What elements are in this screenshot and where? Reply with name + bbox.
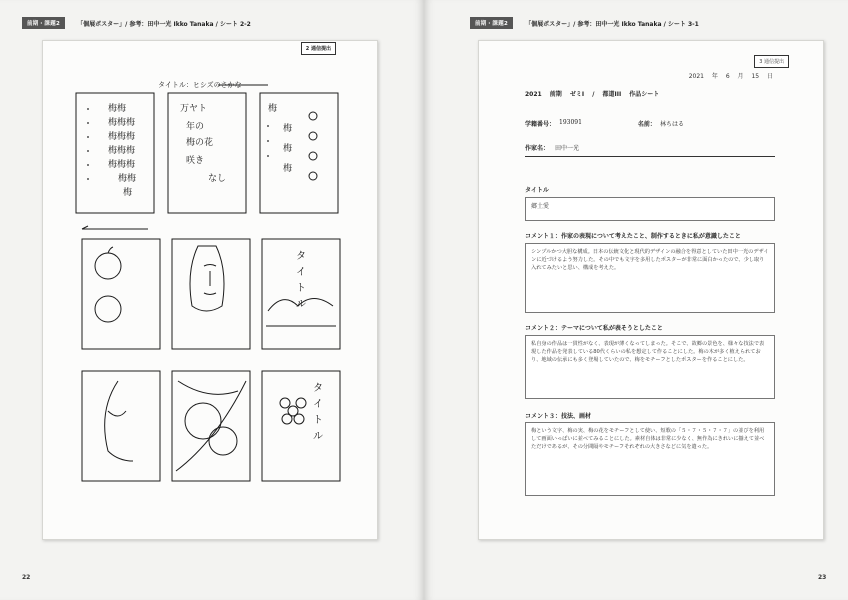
svg-text:梅梅: 梅梅 — [118, 174, 137, 184]
svg-text:万ヤト: 万ヤト — [180, 104, 208, 114]
svg-text:梅: 梅 — [283, 124, 293, 134]
left-header — [22, 17, 251, 29]
svg-text:梅梅梅: 梅梅梅 — [108, 132, 136, 142]
sketch-heading: タイトル：ヒシズのさかな — [158, 81, 242, 89]
work-sheet-form — [479, 41, 825, 541]
svg-text:梅梅: 梅梅 — [108, 104, 127, 114]
svg-text:なし: なし — [208, 174, 227, 184]
student-name: 林ちはる — [659, 121, 684, 128]
comment1-field[interactable]: シンプルかつ大胆な構成。日本の伝統文化と現代的デザインの融合を得意としていた田中一光のデザインに近づけるよう努力した。その中でも文字を多用したポスターが非常に面白かったので、少し取り入れてみたいと思い、構成を考えた。 — [525, 243, 775, 313]
svg-text:年の: 年の — [186, 122, 205, 132]
student-id-label: 学籍番号： — [525, 121, 556, 128]
course-title: 2021 前期 ゼミI / 都道III 作品シート — [525, 91, 660, 98]
svg-text:梅梅梅: 梅梅梅 — [108, 146, 136, 156]
right-header — [470, 17, 699, 29]
svg-text:ル: ル — [296, 299, 306, 310]
svg-text:ト: ト — [313, 415, 323, 426]
comment1-label: コメント１：作家の表現について考えたこと、制作するときに私が意識したこと — [525, 233, 741, 240]
student-id: 193091 — [559, 119, 582, 126]
right-badge: 3 通信提出 — [754, 55, 789, 68]
student-row — [525, 119, 775, 128]
name-label: 名前： — [637, 121, 656, 128]
svg-text:イ: イ — [296, 267, 306, 278]
comment3-field[interactable]: 梅という文字、梅の実、梅の花をモチーフとして使い、短歌の「５・７・５・７・７」の並びを利用して画面いっぱいに並べてみることにした。素材自体は非常に少なく、無作為にきれいに揃えて並べただけであるが、その分間隔やモチーフそれぞれの大きさなどに気を遣った。 — [525, 422, 775, 496]
svg-text:タ: タ — [313, 383, 323, 394]
artist-name: 田中一光 — [554, 145, 579, 152]
svg-text:梅梅梅: 梅梅梅 — [108, 118, 136, 128]
title-field[interactable]: 郷土愛 — [525, 197, 775, 221]
svg-text:タ: タ — [296, 251, 306, 262]
artist-row — [525, 143, 775, 157]
sketch-drawing — [68, 81, 356, 511]
right-tag: 前期・課題2 — [470, 17, 513, 29]
title-label: タイトル — [525, 187, 549, 194]
svg-text:梅: 梅 — [283, 144, 293, 154]
left-badge: 2 通信提出 — [301, 42, 336, 55]
comment2-field[interactable]: 私自身の作品は一貫性がなく、表現が薄くなってしまった。そこで、故郷の景色を、様々な技法で表現した作品を発表している80代くらいの私を想定して作ることにした。梅の木が多く植えられており、地域の伝承にも多く登場していたので、梅をモチーフとしたポスターを作ることにした。 — [525, 335, 775, 399]
svg-text:梅梅梅: 梅梅梅 — [108, 160, 136, 170]
thumbnail-sketches — [68, 81, 356, 511]
svg-text:梅: 梅 — [268, 104, 278, 114]
right-breadcrumb: 「個展ポスター」/ 参考：田中一光 Ikko Tanaka / シート 3-1 — [525, 20, 699, 28]
left-sheet — [42, 40, 378, 540]
left-page-number: 22 — [22, 574, 31, 581]
svg-text:ル: ル — [313, 431, 323, 442]
svg-text:梅: 梅 — [283, 164, 293, 174]
date: 2021 年 6 月 15 日 — [688, 73, 773, 80]
artist-label: 作家名： — [525, 145, 550, 152]
right-page-number: 23 — [818, 574, 827, 581]
left-tag: 前期・課題2 — [22, 17, 65, 29]
svg-text:梅: 梅 — [123, 188, 133, 198]
svg-text:咲き: 咲き — [186, 156, 205, 166]
left-breadcrumb: 「個展ポスター」/ 参考：田中一光 Ikko Tanaka / シート 2-2 — [77, 20, 251, 28]
comment3-label: コメント３：技法、画材 — [525, 413, 592, 420]
comment2-label: コメント２：テーマについて私が表そうとしたこと — [525, 325, 663, 332]
svg-text:梅の花: 梅の花 — [186, 138, 214, 148]
svg-text:ト: ト — [296, 283, 306, 294]
right-sheet — [478, 40, 824, 540]
svg-text:イ: イ — [313, 399, 323, 410]
